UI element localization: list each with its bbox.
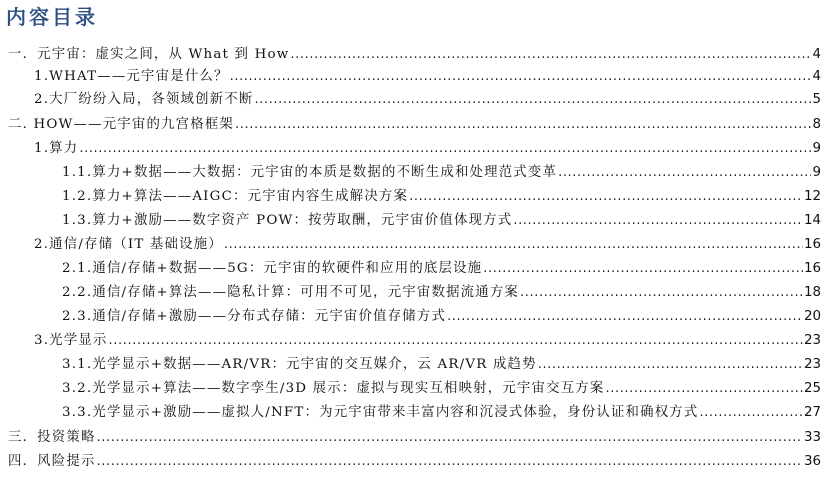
toc-entry-text: 3.2.光学显示+算法——数字孪生/3D 展示：虚拟与现实互相映射，元宇宙交互方案: [62, 381, 605, 396]
toc-page-number: 33: [803, 430, 821, 445]
toc-entry[interactable]: [34, 66, 821, 88]
toc-entry-text: 2.3.通信/存储+激励——分布式存储：元宇宙价值存储方式: [62, 309, 447, 324]
dot-leader: [538, 354, 803, 376]
toc-entry-text: 四．风险提示: [8, 454, 96, 469]
toc-page-number: 4: [812, 47, 821, 62]
toc-entry[interactable]: [34, 234, 821, 256]
toc-entry-text: 1.3.算力+激励——数字资产 POW：按劳取酬，元宇宙价值体现方式: [62, 213, 513, 228]
toc-entry[interactable]: [62, 378, 821, 400]
toc-entry[interactable]: [34, 330, 821, 352]
toc-page-number: 4: [812, 69, 821, 84]
toc-entry-text: 一．元宇宙：虚实之间，从 What 到 How: [8, 47, 290, 62]
toc-entry-text: 2.大厂纷纷入局，各领域创新不断: [34, 92, 254, 107]
toc-page-number: 5: [812, 92, 821, 107]
toc-entry[interactable]: [8, 44, 821, 66]
toc-entry-text: 1.1.算力+数据——大数据：元宇宙的本质是数据的不断生成和处理范式变革: [62, 165, 558, 180]
toc-entry[interactable]: [62, 282, 821, 304]
dot-leader: [447, 306, 803, 328]
toc-title: 内容目录: [6, 5, 98, 29]
toc-entry-text: 二. HOW——元宇宙的九宫格框架: [8, 117, 235, 132]
dot-leader: [699, 402, 802, 424]
toc-entry[interactable]: [34, 138, 821, 160]
toc-page-number: 20: [803, 309, 821, 324]
toc-entry-text: 2.通信/存储（IT 基础设施）: [34, 237, 223, 252]
toc-page-number: 27: [803, 405, 821, 420]
toc-entry[interactable]: [62, 186, 821, 208]
toc-entry-text: 2.2.通信/存储+算法——隐私计算：可用不可见，元宇宙数据流通方案: [62, 285, 520, 300]
toc-page-number: 36: [803, 454, 821, 469]
dot-leader: [97, 427, 803, 449]
dot-leader: [409, 186, 803, 208]
toc-entry-text: 3.1.光学显示+数据——AR/VR：元宇宙的交互媒介，云 AR/VR 成趋势: [62, 357, 537, 372]
toc-entry[interactable]: [8, 427, 821, 449]
dot-leader: [230, 66, 812, 88]
toc-entry[interactable]: [62, 306, 821, 328]
toc-entry[interactable]: [62, 402, 821, 424]
dot-leader: [254, 89, 811, 111]
dot-leader: [224, 234, 803, 256]
toc-entry-text: 1.2.算力+算法——AIGC：元宇宙内容生成解决方案: [62, 189, 409, 204]
toc-entry[interactable]: [62, 162, 821, 184]
toc-entry[interactable]: [8, 114, 821, 136]
toc-entry-text: 1.WHAT——元宇宙是什么？: [34, 69, 229, 84]
dot-leader: [513, 210, 803, 232]
toc-entry-text: 2.1.通信/存储+数据——5G：元宇宙的软硬件和应用的底层设施: [62, 261, 483, 276]
toc-entry-text: 3.光学显示: [34, 333, 108, 348]
toc-entry[interactable]: [8, 451, 821, 473]
toc-page-number: 9: [812, 165, 821, 180]
toc-page-number: 14: [803, 213, 821, 228]
toc-page-number: 8: [812, 117, 821, 132]
dot-leader: [606, 378, 803, 400]
toc-page-number: 23: [803, 333, 821, 348]
dot-leader: [558, 162, 811, 184]
dot-leader: [109, 330, 803, 352]
toc-entry[interactable]: [62, 354, 821, 376]
toc-entry[interactable]: [62, 258, 821, 280]
toc-page-number: 16: [803, 237, 821, 252]
toc-page-number: 12: [803, 189, 821, 204]
toc-page-number: 25: [803, 381, 821, 396]
dot-leader: [290, 44, 811, 66]
toc-entry-text: 3.3.光学显示+激励——虚拟人/NFT：为元宇宙带来丰富内容和沉浸式体验，身份认证和确权方式: [62, 405, 699, 420]
dot-leader: [97, 451, 803, 473]
toc-page-number: 23: [803, 357, 821, 372]
dot-leader: [79, 138, 811, 160]
toc-page-number: 16: [803, 261, 821, 276]
toc-entry[interactable]: [62, 210, 821, 232]
toc-entry-text: 1.算力: [34, 141, 79, 156]
toc-page-number: 18: [803, 285, 821, 300]
dot-leader: [483, 258, 803, 280]
toc-entry[interactable]: [34, 89, 821, 111]
dot-leader: [235, 114, 811, 136]
toc-entry-text: 三．投资策略: [8, 430, 96, 445]
dot-leader: [520, 282, 803, 304]
toc-page-number: 9: [812, 141, 821, 156]
